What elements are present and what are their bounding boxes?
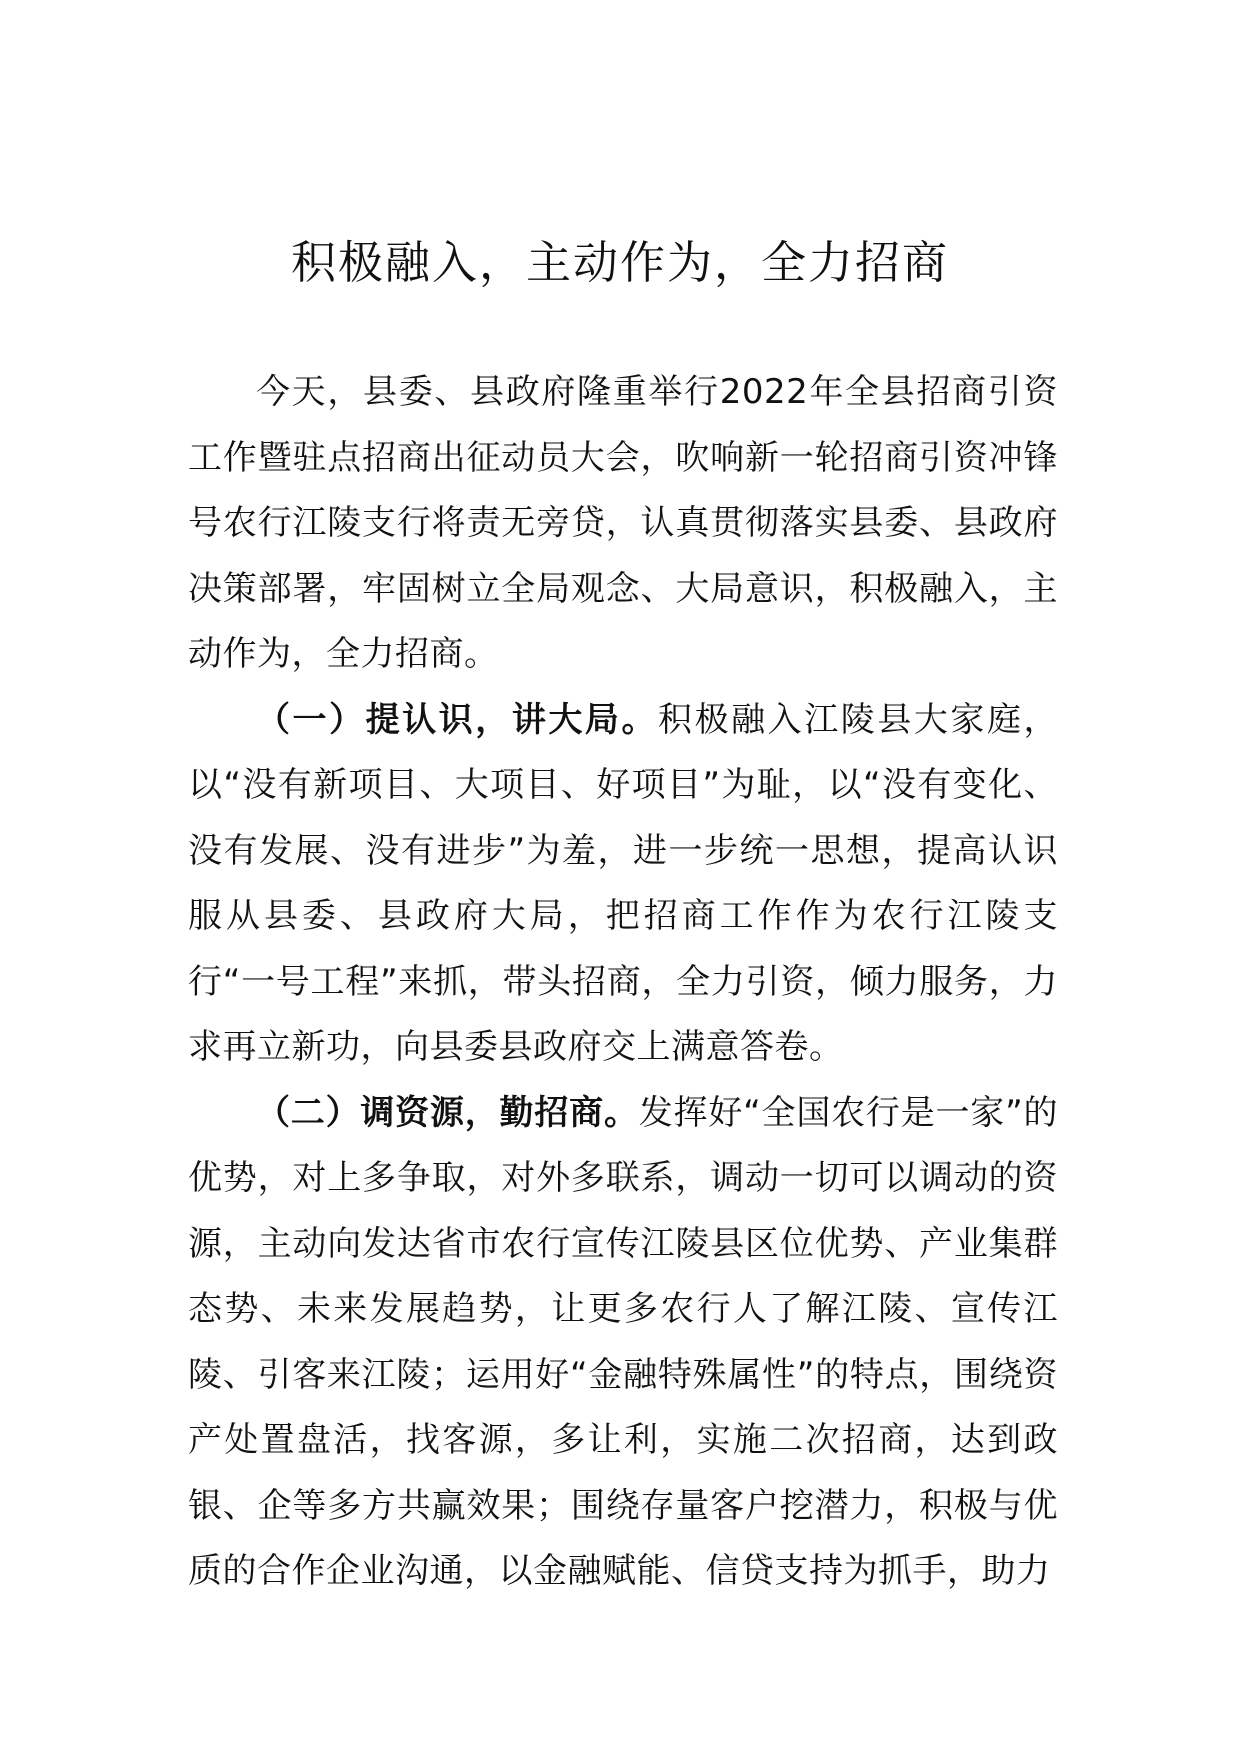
section-1-text: 积极融入江陵县大家庭，以“没有新项目、大项目、好项目”为耻，以“没有变化、没有发展、没有进步”为羞，进一步统一思想，提高认识服从县委、县政府大局，把招商工作作为农行江陵支行“一号工程”来抓，带头招商，全力引资，倾力服务，力求再立新功，向县委县政府交上满意答卷。	[188, 699, 1059, 1067]
section-1-heading: （一）提认识，讲大局。	[256, 699, 659, 740]
section-2-heading: （二）调资源，勤招商。	[256, 1092, 639, 1133]
paragraph-intro	[188, 360, 1058, 688]
document-title: 积极融入，主动作为，全力招商	[290, 236, 949, 289]
paragraph-intro-text: 今天，县委、县政府隆重举行2022年全县招商引资工作暨驻点招商出征动员大会，吹响新一轮招商引资冲锋号农行江陵支行将责无旁贷，认真贯彻落实县委、县政府决策部署，牢固树立全局观念、大局意识，积极融入，主动作为，全力招商。	[188, 372, 1058, 674]
paragraph-section-1	[188, 688, 1058, 1081]
document-body	[188, 360, 1058, 1605]
section-2-text: 发挥好“全国农行是一家”的优势，对上多争取，对外多联系，调动一切可以调动的资源，主动向发达省市农行宣传江陵县区位优势、产业集群态势、未来发展趋势，让更多农行人了解江陵、宣传江陵、引客来江陵；运用好“金融特殊属性”的特点，围绕资产处置盘活，找客源，多让利，实施二次招商，达到政银、企等多方共赢效果；围绕存量客户挖潜力，积极与优质的合作企业沟通，以金融赋能、信贷支持为抓手，助力	[188, 1092, 1059, 1591]
paragraph-section-2	[188, 1081, 1058, 1605]
